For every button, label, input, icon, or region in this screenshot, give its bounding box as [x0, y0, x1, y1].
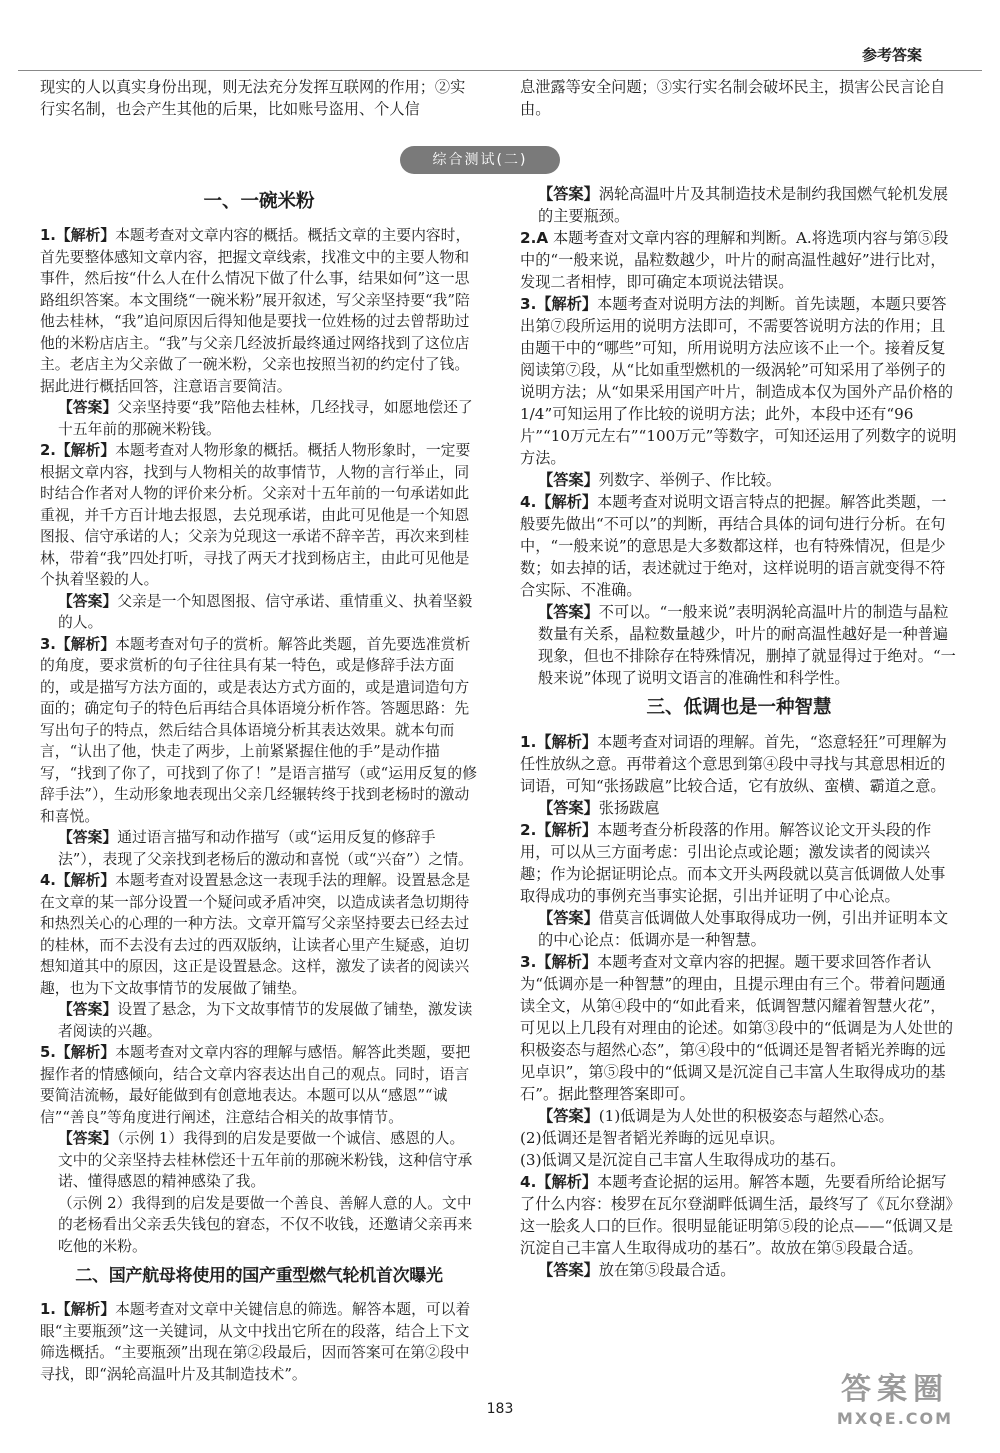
section-label: 参考答案 [861, 46, 922, 64]
s1-q1 [40, 225, 478, 440]
analysis-label: 【解析】 [55, 1044, 116, 1061]
answer-label: 【答案】 [58, 592, 118, 610]
answer-label: 【答案】 [58, 399, 118, 416]
analysis-text: 本题考查对说明方法的判断。首先读题，本题只要答出第⑦段所运用的说明方法即可，不需要答说明方法的作用；且由题干中的“哪些”可知，所用说明方法应该不止一个。接着反复阅读第⑦段，从“比如重型燃机的一级涡轮”可知采用了举例子的说明方法；从“如果采用国产叶片，制造成本仅为国外产品价格的1/4”可知运用了作比较的说明方法；此外，本段中还有“96片”“10万元左右”“100万元”等数字，可知还运用了列数字的说明方法。 [520, 295, 957, 467]
answer-text-3: (3)低调又是沉淀自己丰富人生取得成功的基石。 [520, 1151, 846, 1169]
answer-text-2: (2)低调还是智者韬光养晦的远见卓识。 [520, 1129, 785, 1147]
s2-q4 [520, 491, 958, 689]
answer-text: 不可以。“一般来说”表明涡轮高温叶片的制造与晶粒数量有关系，晶粒数量越少，叶片的耐高温性越好是一种普遍现象，但也不排除存在特殊情况，删掉了就显得过于绝对。“一般来说”体现了说明文语言的准确性和科学性。 [538, 603, 956, 687]
analysis-label: 【解析】 [55, 1301, 116, 1318]
analysis-text: 本题考查分析段落的作用。解答议论文开头段的作用，可以从三方面考虑：引出论点或论题；激发读者的阅读兴趣；作为论据证明论点。而本文开头两段就以莫言低调做人处事取得成功的事例充当事实论据，引出并证明了中心论点。 [520, 821, 946, 905]
question-number: 2. [520, 821, 537, 839]
answer-label: 【答案】 [58, 1130, 118, 1147]
analysis-label: 【解析】 [55, 442, 116, 459]
watermark-logo [820, 1371, 970, 1435]
question-number: 1. [40, 227, 56, 244]
analysis-text: 本题考查对词语的理解。首先，“恣意轻狂”可理解为任性放纵之意。再带着这个意思到第④段中寻找与其意思相近的词语，可知“张扬跋扈”比较合适，它有放纵、蛮横、霸道之意。 [520, 733, 947, 795]
question-number: 1. [520, 733, 537, 751]
left-column [40, 183, 478, 1385]
analysis-text: 本题考查论据的运用。解答本题，先要看所给论据写了什么内容：梭罗在瓦尔登湖畔低调生活，最终写了《瓦尔登湖》这一脍炙人口的巨作。很明显能证明第⑤段的论点——“低调又是沉淀自己丰富人生取得成功的基石”。故放在第⑤段最合适。 [520, 1173, 954, 1257]
analysis-label: 【解析】 [536, 295, 598, 313]
section-1-title: 一、一碗米粉 [203, 191, 315, 212]
answer-label: 【答案】 [538, 471, 599, 489]
s3-q1 [520, 731, 958, 819]
carryover-right: 息泄露等安全问题；③实行实名制会破坏民主，损害公民言论自由。 [520, 78, 946, 118]
s2-q2 [520, 227, 958, 293]
analysis-text: 本题考查对人物形象的概括。概括人物形象时，一定要根据文章内容，找到与人物相关的故事情节，人物的言行举止，同时结合作者对人物的评价来分析。父亲对十五年前的一句承诺如此重视，并千方百计地去报恩，去兑现承诺，由此可见他是一个知恩图报、信守承诺的人；父亲为兑现这一承诺不辞辛苦，再次来到桂林，带着“我”四处打听，寻找了两天才找到杨店主，由此可见他是个执着坚毅的人。 [40, 442, 471, 588]
carryover-left: 现实的人以真实身份出现，则无法充分发挥互联网的作用；②实行实名制，也会产生其他的后果，比如账号盗用、个人信 [40, 78, 466, 118]
s1-q2 [40, 440, 478, 634]
answer-text: 放在第⑤段最合适。 [598, 1261, 736, 1279]
question-number: 2. [520, 229, 537, 247]
answer-text: 父亲坚持要“我”陪他去桂林，几经找寻，如愿地偿还了十五年前的那碗米粉钱。 [58, 399, 473, 438]
question-number: 4. [40, 872, 56, 889]
answer-label: 【答案】 [538, 909, 599, 927]
answer-label: 【答案】 [58, 1001, 118, 1018]
answer-text: 父亲是一个知恩图报、信守承诺、重情重义、执着坚毅的人。 [58, 592, 473, 631]
question-number: 5. [40, 1044, 56, 1061]
s2-q3 [520, 293, 958, 491]
section-2-title: 二、国产航母将使用的国产重型燃气轮机首次曝光 [75, 1266, 443, 1286]
answer-text: 借莫言低调做人处事取得成功一例，引出并证明本文的中心论点：低调亦是一种智慧。 [538, 909, 949, 949]
analysis-text: 本题考查对文章内容的把握。题干要求回答作者认为“低调亦是一种智慧”的理由，且提示理由有三个。带着问题通读全文，从第④段中的“如此看来，低调智慧闪耀着智慧火花”，可见以上几段有对理由的论述。如第③段中的“低调是为人处世的积极姿态与超然心态”，第④段中的“低调还是智者韬光养晦的远见卓识”，第⑤段中的“低调又是沉淀自己丰富人生取得成功的基石”。据此整理答案即可。 [520, 953, 954, 1103]
choice-answer: A [536, 229, 549, 247]
answer-label: 【答案】 [538, 185, 599, 203]
answer-text: 通过语言描写和动作描写（或“运用反复的修辞手法”），表现了父亲找到老杨后的激动和喜悦（或“兴奋”）之情。 [58, 829, 473, 868]
header-divider [18, 70, 982, 71]
question-number: 4. [520, 1173, 537, 1191]
s2-q1-end [520, 183, 958, 227]
s1-q5 [40, 1042, 478, 1257]
question-number: 3. [40, 635, 56, 653]
s3-q4 [520, 1171, 958, 1281]
answer-label: 【答案】 [538, 799, 599, 817]
analysis-text: 本题考查对文章中关键信息的筛选。解答本题，可以着眼“主要瓶颈”这一关键词，从文中找出它所在的段落，结合上下文筛选概括。“主要瓶颈”出现在第②段最后，因而答案可在第②段中寻找，即“涡轮高温叶片及其制造技术”。 [40, 1301, 471, 1383]
question-number: 3. [520, 953, 537, 971]
section-3-title: 三、低调也是一种智慧 [646, 697, 832, 718]
answer-text: 设置了悬念，为下文故事情节的发展做了铺垫，激发读者阅读的兴趣。 [58, 1001, 473, 1040]
analysis-text: 本题考查对设置悬念这一表现手法的理解。设置悬念是在文章的某一部分设置一个疑问或矛盾冲突，以造成读者急切期待和热烈关心的心理的一种方法。文章开篇写父亲坚持要去已经去过的桂林，而不去没有去过的西双版纳，让读者心里产生疑惑，迫切想知道其中的原因，这正是设置悬念。这样，激发了读者的阅读兴趣，也为下文故事情节的发展做了铺垫。 [40, 872, 471, 997]
analysis-label: 【解析】 [536, 821, 598, 839]
watermark-line-1: 答案圈 [841, 1372, 949, 1407]
analysis-label: 【解析】 [536, 1173, 598, 1191]
watermark-line-2: MXQE.COM [836, 1409, 954, 1428]
answer-text: （示例 1）我得到的启发是要做一个诚信、感恩的人。文中的父亲坚持去桂林偿还十五年前的那碗米粉钱，这种信守承诺、懂得感恩的精神感染了我。 [58, 1130, 473, 1190]
s3-q2 [520, 819, 958, 951]
right-column [520, 183, 958, 1281]
analysis-label: 【解析】 [55, 872, 116, 889]
answer-label: 【答案】 [538, 1107, 599, 1125]
analysis-text: 本题考查对文章内容的理解与感悟。解答此类题，要把握作者的情感倾向，结合文章内容表达出自己的观点。同时，语言要简洁流畅，最好能做到有创意地表达。本题可以从“感恩”“诚信”“善良”等角度进行阐述，注意结合相关的故事情节。 [40, 1044, 471, 1126]
analysis-label: 【解析】 [55, 227, 116, 244]
answer-text: 列数字、举例子、作比较。 [598, 471, 781, 489]
analysis-text: 本题考查对句子的赏析。解答此类题，首先要选准赏析的角度，要求赏析的句子往往具有某一特色，或是修辞手法方面的，或是描写方法方面的，或是表达方式方面的，或是遣词造句方面的；确定句子的特色后再结合具体语境分析作答。答题思路：先写出句子的特点，然后结合具体语境分析其表达效果。就本句而言，“认出了他，快走了两步，上前紧紧握住他的手”是动作描写，“找到了你了，可找到了你了！”是语言描写（或“运用反复的修辞手法”），生动形象地表现出父亲几经辗转终于找到老杨时的激动和喜悦。 [40, 635, 478, 825]
analysis-label: 【解析】 [55, 635, 116, 653]
answer-label: 【答案】 [538, 603, 599, 621]
answer-text: 涡轮高温叶片及其制造技术是制约我国燃气轮机发展的主要瓶颈。 [538, 185, 949, 225]
answer-text-2: （示例 2）我得到的启发是要做一个善良、善解人意的人。文中的老杨看出父亲丢失钱包的窘态，不仅不收钱，还邀请父亲再来吃他的米粉。 [58, 1194, 473, 1255]
question-number: 4. [520, 493, 537, 511]
analysis-text: 本题考查对说明文语言特点的把握。解答此类题，一般要先做出“不可以”的判断，再结合具体的词句进行分析。在句中，“一般来说”的意思是大多数都这样，也有特殊情况，但是少数；如去掉的话，表述就过于绝对，这样说明的语言就变得不符合实际、不准确。 [520, 493, 947, 599]
question-number: 3. [520, 295, 537, 313]
analysis-text: 本题考查对文章内容的概括。概括文章的主要内容时，首先要整体感知文章内容，把握文章线索，找准文中的主要人物和事件，然后按“什么人在什么情况下做了什么事，结果如何”这一思路组织答案。本文围绕“一碗米粉”展开叙述，写父亲坚持要“我”陪他去桂林，“我”追问原因后得知他是要找一位姓杨的过去曾帮助过他的米粉店店主。“我”与父亲几经波折最终通过网络找到了这位店主。老店主为父亲做了一碗米粉，父亲也按照当初的约定付了钱。据此进行概括回答，注意语言要简洁。 [40, 227, 471, 395]
s3-q3 [520, 951, 958, 1171]
answer-text: 张扬跋扈 [598, 799, 660, 817]
answer-label: 【答案】 [58, 829, 118, 846]
answer-label: 【答案】 [538, 1261, 599, 1279]
analysis-label: 【解析】 [536, 733, 598, 751]
question-number: 1. [40, 1301, 56, 1318]
test-badge: 综合测试(二) [400, 146, 560, 174]
s1-q4 [40, 870, 478, 1042]
analysis-text: 本题考查对文章内容的理解和判断。A.将选项内容与第⑤段中的“一般来说，晶粒数越少，叶片的耐高温性越好”进行比对，发现二者相悖，即可确定本项说法错误。 [520, 229, 949, 291]
answer-text: (1)低调是为人处世的积极姿态与超然心态。 [598, 1107, 894, 1125]
analysis-label: 【解析】 [536, 493, 598, 511]
question-number: 2. [40, 442, 56, 459]
analysis-label: 【解析】 [536, 953, 598, 971]
s1-q3 [40, 634, 478, 871]
page-number: 183 [486, 1401, 514, 1417]
s2-q1-start [40, 1299, 478, 1385]
